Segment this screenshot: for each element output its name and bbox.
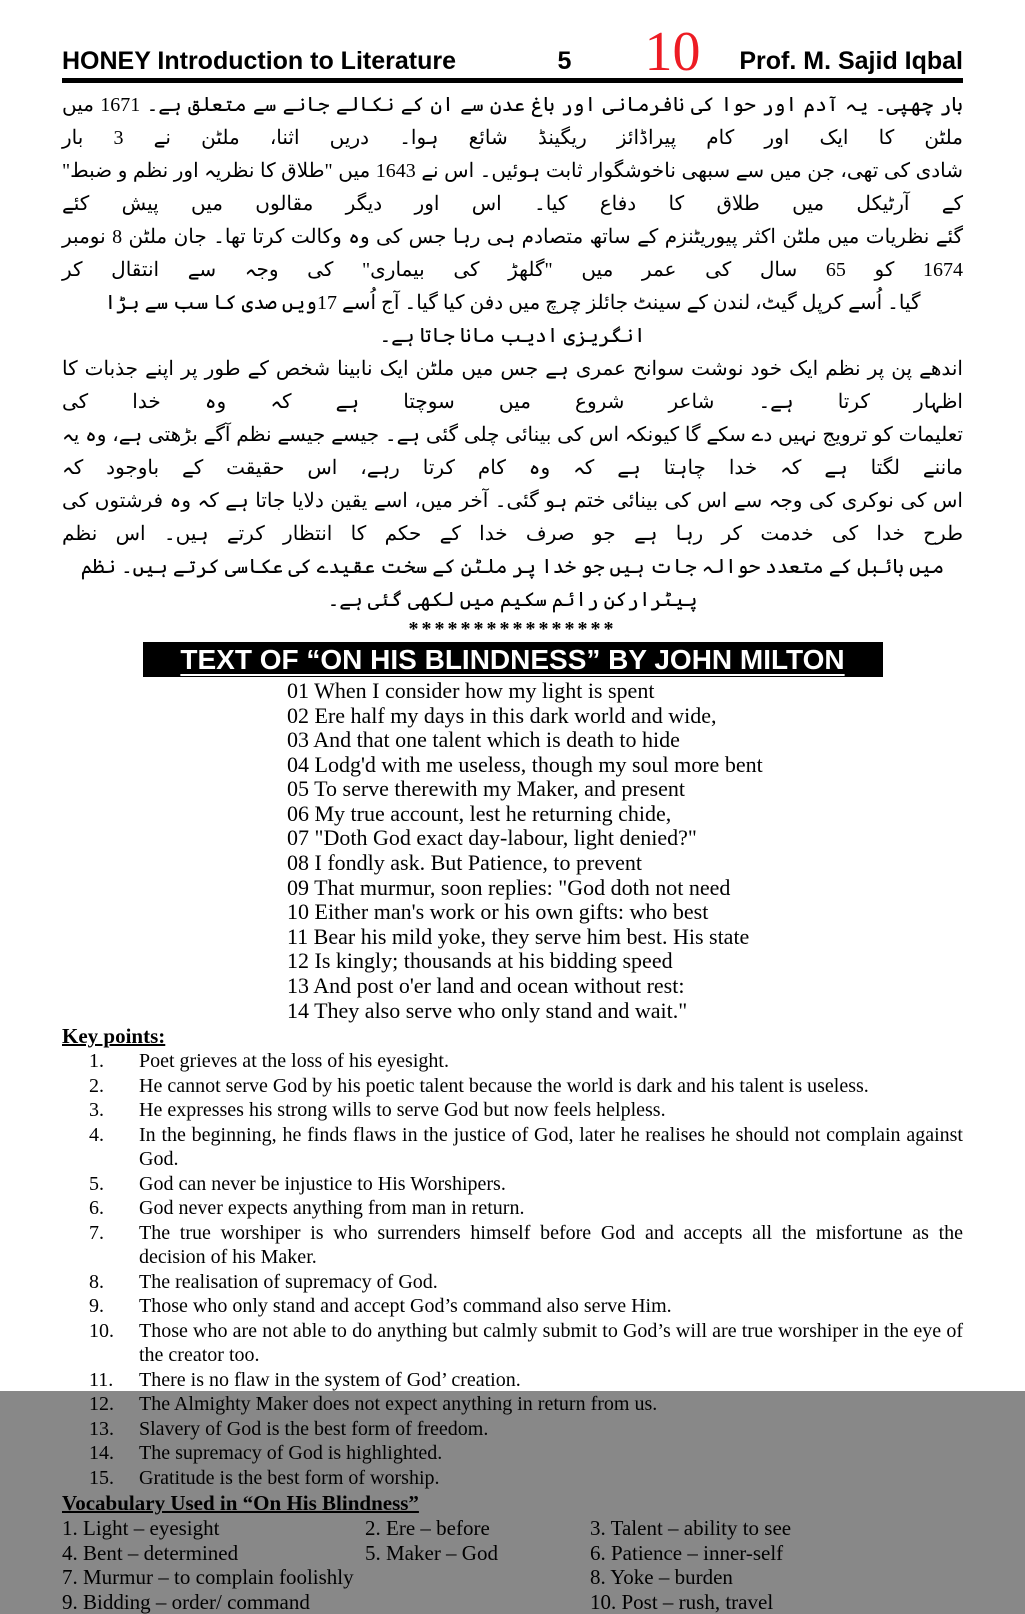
list-item	[62, 1196, 963, 1221]
urdu-line: گئے نظریات میں ملٹن اکثر پیوریٹنزم کے ساتھ متصادم ہی رہا جس کی وہ وکالت کرتا تھا۔ جان ملٹن 8 نومبر 1674 کو 65 سال کی عمر میں "گلھڑ کی بیماری" کی وجہ سے انتقال کر	[62, 225, 964, 281]
poem-title-text: TEXT OF “ON HIS BLINDNESS” BY JOHN MILTON	[180, 643, 845, 675]
item-text: There is no flaw in the system of God’ creation.	[139, 1368, 521, 1391]
book-title: HONEY Introduction to Literature	[62, 46, 456, 75]
item-text: He cannot serve God by his poetic talent because the world is dark and his talent is useless.	[139, 1074, 869, 1097]
vocab-row	[62, 1590, 963, 1614]
poem-line: 01 When I consider how my light is spent	[287, 677, 655, 703]
key-points-heading: Key points:	[62, 1024, 166, 1049]
poem-line: 04 Lodg'd with me useless, though my soul more bent	[287, 751, 763, 777]
lesson-number: 10	[644, 21, 701, 83]
item-number: 6.	[89, 1197, 104, 1220]
vocab-item: 6. Patience – inner-self	[590, 1540, 784, 1565]
list-item	[62, 1319, 963, 1368]
urdu-line: اندھے پن پر نظم ایک خود نوشت سوانح عمری ہے جس میں ملٹن ایک نابینا شخص کے طور پر اپنے جذبات کا اظہار کرتا ہے۔ شاعر شروع میں سوچتا ہے کہ وہ خدا کی	[62, 357, 963, 413]
list-item	[62, 1098, 963, 1123]
urdu-line: شادی کی تھی، جن میں سے سبھی ناخوشگوار ثابت ہوئیں۔ اس نے 1643 میں "طلاق کا نظریہ اور نظم و ضبط" کے آرٹیکل میں طلاق کا دفاع کیا۔ اس اور دیگر مقالوں میں پیش کئے	[62, 159, 963, 215]
poem-line: 09 That murmur, soon replies: "God doth not need	[287, 874, 731, 900]
urdu-line: میں بائبل کے متعدد حوالہ جات ہیں جو خدا پر ملٹن کے سخت عقیدے کی عکاسی کرتے ہیں۔ نظم پیٹرارکن رائم سکیم میں لکھی گئی ہے۔	[80, 555, 945, 611]
list-item	[62, 1074, 963, 1099]
urdu-paragraph-2	[62, 353, 963, 617]
item-number: 5.	[89, 1172, 104, 1195]
item-text: God can never be injustice to His Worshipers.	[139, 1172, 506, 1195]
item-number: 3.	[89, 1099, 104, 1122]
vocabulary-list	[62, 1516, 963, 1614]
list-item	[62, 1466, 963, 1491]
vocab-item: 4. Bent – determined	[62, 1540, 239, 1565]
poem-line: 06 My true account, lest he returning chide,	[287, 800, 672, 826]
vocab-item: 10. Post – rush, travel	[590, 1589, 774, 1614]
vocab-row	[62, 1565, 963, 1590]
item-number: 14.	[89, 1442, 114, 1465]
vocab-row	[62, 1541, 963, 1566]
list-item	[62, 1441, 963, 1466]
item-text: Slavery of God is the best form of freedom.	[139, 1417, 489, 1440]
poem-line: 03 And that one talent which is death to hide	[287, 727, 680, 753]
vocab-item: 1. Light – eyesight	[62, 1516, 220, 1541]
item-number: 9.	[89, 1295, 104, 1318]
item-text: God never expects anything from man in return.	[139, 1197, 525, 1220]
poem-line: 10 Either man's work or his own gifts: who best	[287, 899, 709, 925]
item-text: Those who are not able to do anything but calmly submit to God’s will are true worshiper in the eye of the creator too.	[139, 1319, 963, 1367]
list-item	[62, 1270, 963, 1295]
item-text: The true worshiper is who surrenders himself before God and accepts all the misfortune as the decision of his Maker.	[139, 1221, 963, 1269]
list-item	[62, 1417, 963, 1442]
key-points-list	[62, 1049, 963, 1490]
item-text: The realisation of supremacy of God.	[139, 1270, 438, 1293]
item-number: 10.	[89, 1319, 114, 1342]
item-text: In the beginning, he finds flaws in the justice of God, later he realises he should not complain against God.	[139, 1123, 963, 1171]
item-text: The Almighty Maker does not expect anything in return from us.	[139, 1393, 658, 1416]
poem-line: 07 "Doth God exact day-labour, light denied?"	[287, 825, 697, 851]
item-text: Gratitude is the best form of worship.	[139, 1466, 440, 1489]
list-item	[62, 1294, 963, 1319]
vocab-item: 5. Maker – God	[365, 1540, 498, 1565]
page-number: 5	[557, 46, 572, 75]
professor-name: Prof. M. Sajid Iqbal	[739, 46, 963, 75]
list-item	[62, 1368, 963, 1393]
item-number: 4.	[89, 1123, 104, 1146]
poem-title-banner	[143, 642, 883, 677]
urdu-line: بار چھپی۔ یہ آدم اور حوا کی نافرمانی اور باغ عدن سے ان کے نکالے جانے سے متعلق ہے۔ 1671 میں ملٹن کا ایک اور کام پیراڈائز ریگینڈ شائع ہوا۔ دریں اثنا، ملٹن نے 3 بار	[62, 93, 964, 149]
item-number: 13.	[89, 1417, 114, 1440]
vocab-item: 2. Ere – before	[365, 1516, 490, 1541]
urdu-line: اس کی نوکری کی وجہ سے اس کی بینائی ختم ہو گئی۔ آخر میں، اسے یقین دلایا جاتا ہے کہ وہ فرشتوں کی طرح خدا کی خدمت کر رہا ہے جو صرف خدا کے حکم کا انتظار کرتے ہیں۔ اس نظم	[62, 489, 963, 545]
urdu-line: تعلیمات کو ترویج نہیں دے سکے گا کیونکہ اس کی بینائی چلی گئی ہے۔ جیسے جیسے نظم آگے بڑھتی ہے، وہ یہ ماننے لگتا ہے کہ خدا چاہتا ہے کہ وہ کام کرتا رہے، اس حقیقت کے باوجود کہ	[62, 423, 963, 479]
list-item	[62, 1392, 963, 1417]
item-number: 11.	[89, 1368, 114, 1391]
page-header	[62, 21, 963, 83]
poem-line: 02 Ere half my days in this dark world and wide,	[287, 702, 717, 728]
vocab-item: 3. Talent – ability to see	[590, 1516, 792, 1541]
poem-line: 11 Bear his mild yoke, they serve him best. His state	[287, 923, 750, 949]
urdu-intro	[62, 89, 963, 617]
list-item	[62, 1221, 963, 1270]
poem-line: 12 Is kingly; thousands at his bidding speed	[287, 948, 673, 974]
item-number: 8.	[89, 1270, 104, 1293]
poem-line: 14 They also serve who only stand and wait."	[287, 997, 688, 1023]
list-item	[62, 1172, 963, 1197]
urdu-paragraph-1	[62, 89, 963, 353]
vocabulary-heading: Vocabulary Used in “On His Blindness”	[62, 1491, 419, 1516]
item-number: 7.	[89, 1221, 104, 1244]
vocab-item: 8. Yoke – burden	[590, 1565, 733, 1590]
vocab-row	[62, 1516, 963, 1541]
urdu-line: گیا۔ اُسے کرپل گیٹ، لندن کے سینٹ جائلز چرچ میں دفن کیا گیا۔ آج اُسے 17ویں صدی کا سب سے بڑا انگریزی ادیب مانا جاتا ہے۔	[104, 291, 921, 347]
item-text: He expresses his strong wills to serve God but now feels helpless.	[139, 1099, 666, 1122]
item-number: 15.	[89, 1466, 114, 1489]
list-item	[62, 1123, 963, 1172]
item-number: 12.	[89, 1393, 114, 1416]
item-text: Those who only stand and accept God’s command also serve Him.	[139, 1295, 672, 1318]
item-text: The supremacy of God is highlighted.	[139, 1442, 443, 1465]
list-item	[62, 1049, 963, 1074]
item-text: Poet grieves at the loss of his eyesight.	[139, 1050, 449, 1073]
poem-line: 05 To serve therewith my Maker, and present	[287, 776, 685, 802]
item-number: 2.	[89, 1074, 104, 1097]
poem-line: 13 And post o'er land and ocean without rest:	[287, 973, 685, 999]
poem-text	[287, 679, 963, 1023]
item-number: 1.	[89, 1050, 104, 1073]
poem-line: 08 I fondly ask. But Patience, to prevent	[287, 850, 642, 876]
vocab-item: 7. Murmur – to complain foolishly	[62, 1565, 354, 1590]
vocab-item: 9. Bidding – order/ command	[62, 1589, 310, 1614]
separator-asterisks: ****************	[408, 617, 617, 640]
